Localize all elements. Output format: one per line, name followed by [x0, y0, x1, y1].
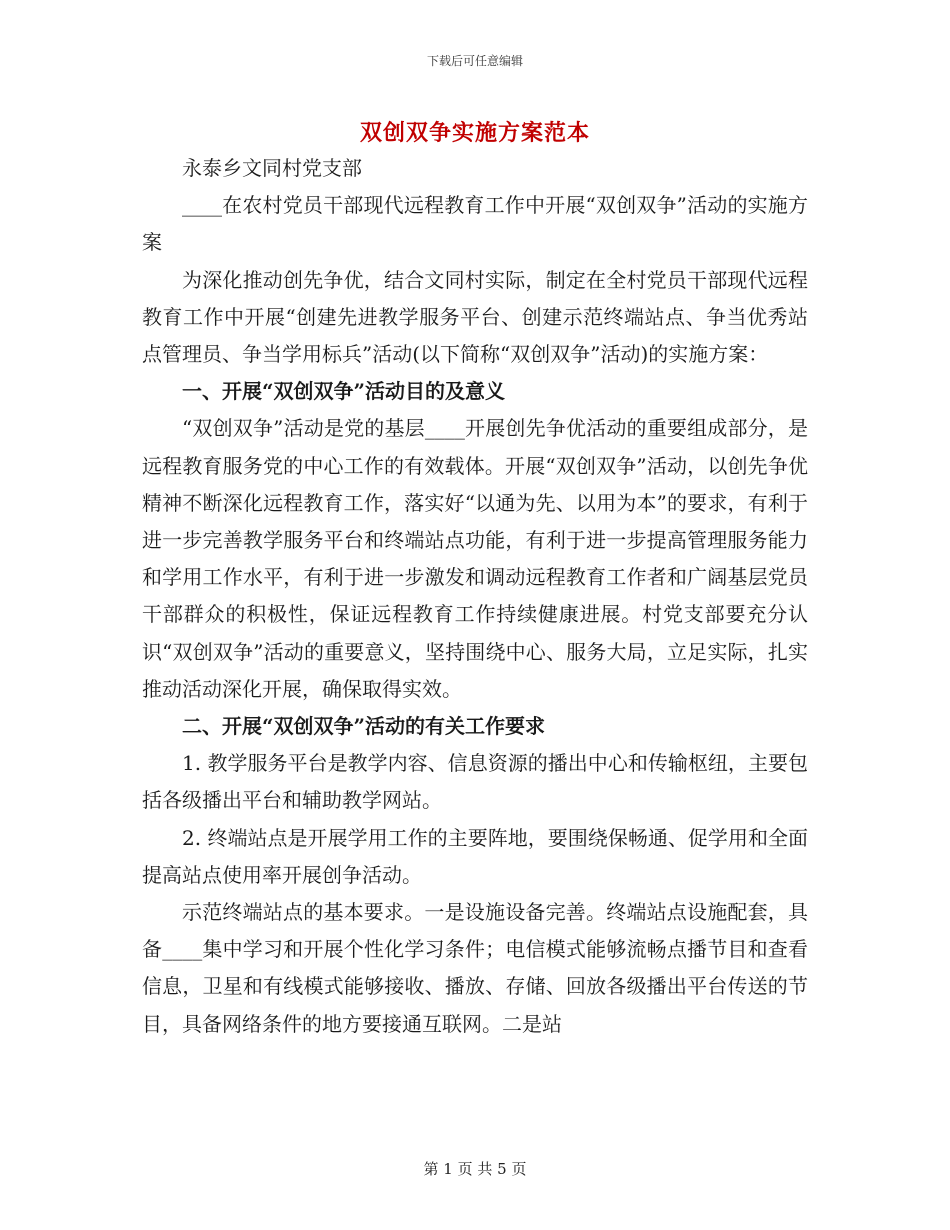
section-heading-1: 一、开展“双创双争”活动目的及意义: [182, 379, 506, 404]
page-footer: 第 1 页 共 5 页: [423, 1160, 527, 1178]
requirement-item-1: 1. 教学服务平台是教学内容、信息资源的播出中心和传输枢纽，主要包括各级播出平台和辅助教学网站。: [142, 751, 808, 813]
document-body: [142, 150, 808, 1043]
plan-subtitle: ____在农村党员干部现代远程教育工作中开展“双创双争”活动的实施方案: [142, 193, 808, 255]
document-title: 双创双争实施方案范本: [359, 120, 590, 146]
organization-line: 永泰乡文同村党支部: [182, 156, 362, 180]
demo-station-requirements: 示范终端站点的基本要求。一是设施设备完善。终端站点设施配套，具备____集中学习和开展个性化学习条件；电信模式能够流畅点播节目和查看信息，卫星和有线模式能够接收、播放、存储、回放各级播出平台传送的节目，具备网络条件的地方要接通互联网。二是站: [142, 900, 808, 1036]
header-note: 下载后可任意编辑: [426, 54, 523, 68]
intro-paragraph: 为深化推动创先争优，结合文同村实际，制定在全村党员干部现代远程教育工作中开展“创建先进教学服务平台、创建示范终端站点、争当优秀站点管理员、争当学用标兵”活动(以下简称“双创双争”活动)的实施方案：: [142, 267, 808, 367]
section-1-paragraph: “双创双争”活动是党的基层____开展创先争优活动的重要组成部分，是远程教育服务党的中心工作的有效载体。开展“双创双争”活动，以创先争优精神不断深化远程教育工作，落实好“以通为先、以用为本”的要求，有利于进一步完善教学服务平台和终端站点功能，有利于进一步提高管理服务能力和学用工作水平，有利于进一步激发和调动远程教育工作者和广阔基层党员干部群众的积极性，保证远程教育工作持续健康进展。村党支部要充分认识“双创双争”活动的重要意义，坚持围绕中心、服务大局，立足实际，扎实推动活动深化开展，确保取得实效。: [142, 416, 808, 701]
requirement-item-2: 2. 终端站点是开展学用工作的主要阵地，要围绕保畅通、促学用和全面提高站点使用率开展创争活动。: [142, 825, 808, 887]
section-heading-2: 二、开展“双创双争”活动的有关工作要求: [182, 714, 546, 739]
